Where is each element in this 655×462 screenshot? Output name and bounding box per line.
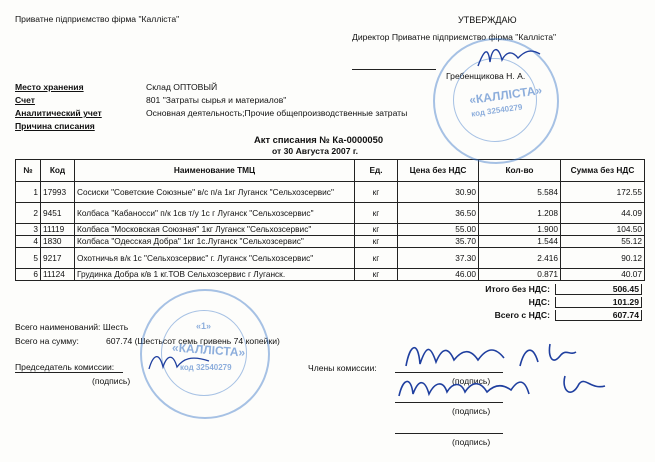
storage-label: Место хранения [15, 82, 84, 92]
row-name: Грудинка Добра к/в 1 кг.ТОВ Сельхозсервис г Луганск. [75, 269, 355, 281]
col-qty-header: Кол-во [479, 160, 561, 182]
row-price: 30.90 [398, 182, 479, 203]
row-unit: кг [355, 248, 398, 269]
row-sum: 104.50 [561, 224, 645, 236]
chairman-label: Председатель комиссии: [15, 362, 115, 372]
stamp-top-code: код 32540279 [470, 102, 523, 119]
analytic-label: Аналитический учет [15, 108, 102, 118]
member3-signature-line [395, 433, 503, 434]
member2-signature-caption: (подпись) [452, 406, 491, 416]
table-row [16, 248, 645, 269]
account-value: 801 "Затраты сырья и материалов" [146, 95, 287, 105]
act-date: от 30 Августа 2007 г. [272, 146, 358, 156]
table-row [16, 203, 645, 224]
row-code: 17993 [41, 182, 75, 203]
row-price: 37.30 [398, 248, 479, 269]
row-code: 1830 [41, 236, 75, 248]
approve-position: Директор Приватне підприємство фірма "Калліста" [352, 32, 557, 42]
company-name: Приватне підприємство фірма "Калліста" [15, 14, 180, 24]
summary-total-label: Всего на сумму: [15, 336, 79, 346]
row-number: 3 [16, 224, 41, 236]
col-unit-header: Ед. [355, 160, 398, 182]
row-code: 9451 [41, 203, 75, 224]
chairman-signature-line [15, 372, 123, 373]
row-qty: 2.416 [479, 248, 561, 269]
row-price: 55.00 [398, 224, 479, 236]
row-number: 6 [16, 269, 41, 281]
row-number: 1 [16, 182, 41, 203]
row-name: Колбаса "Кабаносси" п/к 1св т/у 1с г Луганск "Сельхозсервис" [75, 203, 355, 224]
account-label: Счет [15, 95, 35, 105]
col-code-header: Код [41, 160, 75, 182]
row-unit: кг [355, 269, 398, 281]
table-row [16, 269, 645, 281]
row-name: Охотничья в/к 1с "Сельхозсервис" г. Луганск "Сельхозсервис" [75, 248, 355, 269]
approve-title: УТВЕРЖДАЮ [458, 15, 517, 25]
row-qty: 1.544 [479, 236, 561, 248]
table-row [16, 236, 645, 248]
chairman-signature [145, 345, 215, 379]
row-sum: 40.07 [561, 269, 645, 281]
row-name: Колбаса "Одесская Добра" 1кг 1с.Луганск "Сельхозсервис" [75, 236, 355, 248]
row-code: 9217 [41, 248, 75, 269]
col-number-header: № [16, 160, 41, 182]
row-unit: кг [355, 236, 398, 248]
summary-count: Всего наименований: Шесть [15, 322, 129, 332]
row-price: 46.00 [398, 269, 479, 281]
member1-signature-caption: (подпись) [452, 376, 491, 386]
member2-signature [395, 370, 615, 406]
table-header-row [16, 160, 645, 182]
totals-with-vat-value: 607.74 [555, 310, 642, 321]
approve-signature-line [352, 69, 436, 70]
row-qty: 0.871 [479, 269, 561, 281]
col-price-header: Цена без НДС [398, 160, 479, 182]
row-number: 2 [16, 203, 41, 224]
row-sum: 44.09 [561, 203, 645, 224]
totals-vat-label: НДС: [528, 297, 550, 307]
summary-total-value: 607.74 (Шестьсот семь гривень 74 копейки) [106, 336, 280, 346]
stamp-bottom-code: код 32540279 [180, 363, 232, 372]
totals-without-vat-value: 506.45 [555, 284, 642, 295]
members-label: Члены комиссии: [308, 363, 377, 373]
row-price: 36.50 [398, 203, 479, 224]
approve-name: Гребенщикова Н. А. [446, 71, 526, 81]
totals-with-vat-label: Всего с НДС: [494, 310, 550, 320]
stamp-top-center: «КАЛЛІСТА» [468, 82, 543, 108]
row-sum: 172.55 [561, 182, 645, 203]
col-name-header: Наименование ТМЦ [75, 160, 355, 182]
totals-without-vat-label: Итого без НДС: [485, 284, 550, 294]
storage-value: Склад ОПТОВЫЙ [146, 82, 218, 92]
member3-signature-caption: (подпись) [452, 437, 491, 447]
chairman-signature-caption: (подпись) [92, 376, 131, 386]
table-row [16, 224, 645, 236]
row-code: 11124 [41, 269, 75, 281]
reason-label: Причина списания [15, 121, 95, 131]
row-number: 5 [16, 248, 41, 269]
row-unit: кг [355, 182, 398, 203]
row-code: 11119 [41, 224, 75, 236]
analytic-value: Основная деятельность;Прочие общепроизводственные затраты [146, 108, 408, 118]
row-name: Колбаса "Московская Союзная" 1кг Луганск "Сельхозсервис" [75, 224, 355, 236]
director-signature [474, 40, 544, 74]
stamp-bottom-center: «КАЛЛІСТА» [171, 340, 246, 360]
table-row [16, 182, 645, 203]
row-price: 35.70 [398, 236, 479, 248]
row-qty: 1.900 [479, 224, 561, 236]
row-number: 4 [16, 236, 41, 248]
stamp-bottom-number: «1» [196, 321, 212, 331]
row-unit: кг [355, 203, 398, 224]
totals-vat-value: 101.29 [555, 297, 642, 308]
row-sum: 90.12 [561, 248, 645, 269]
items-table [15, 159, 645, 281]
col-sum-header: Сумма без НДС [561, 160, 645, 182]
row-unit: кг [355, 224, 398, 236]
row-name: Сосиски "Советские Союзные" в/с п/а 1кг Луганск "Сельхозсервис" [75, 182, 355, 203]
row-sum: 55.12 [561, 236, 645, 248]
row-qty: 1.208 [479, 203, 561, 224]
act-title: Акт списания № Ка-0000050 [254, 134, 384, 145]
row-qty: 5.584 [479, 182, 561, 203]
